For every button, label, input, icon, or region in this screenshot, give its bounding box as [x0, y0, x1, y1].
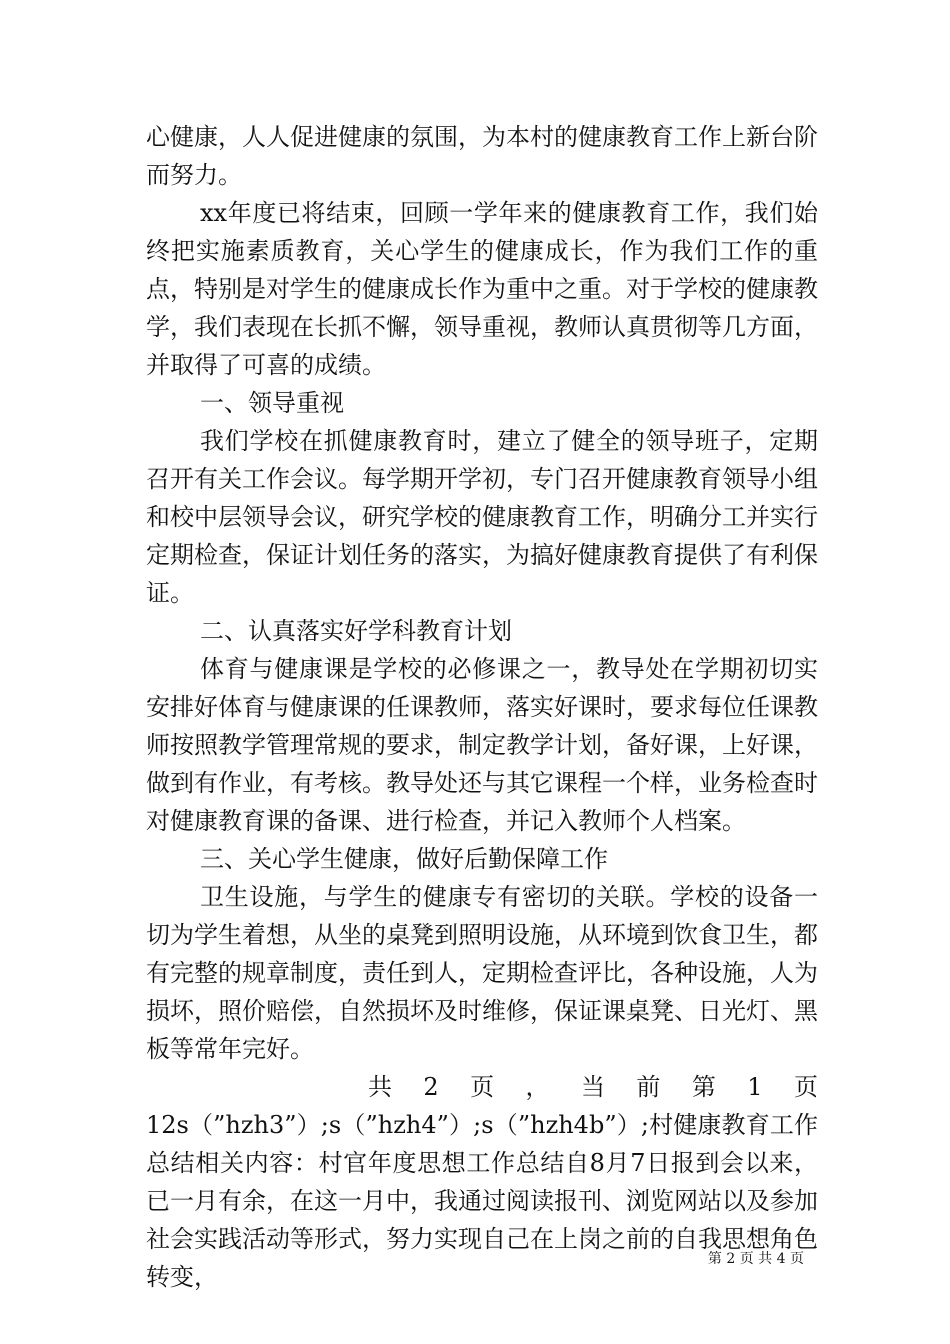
paragraph-facilities: 卫生设施，与学生的健康专有密切的关联。学校的设备一切为学生着想，从坐的桌凳到照明设施，从环境到饮食卫生，都有完整的规章制度，责任到人，定期检查评比，各种设施，人为损坏，照价赔偿，自然损坏及时维修，保证课桌凳、日光灯、黑板等常年完好。: [146, 883, 818, 1063]
pager-token: 共: [368, 1073, 392, 1101]
document-body: [146, 118, 818, 1296]
inline-page-indicator: [146, 1068, 818, 1106]
paragraph-curriculum: 体育与健康课是学校的必修课之一，教导处在学期初切实安排好体育与健康课的任课教师，落实好课时，要求每位任课教师按照教学管理常规的要求，制定教学计划，备好课，上好课，做到有作业，有考核。教导处还与其它课程一个样，业务检查时对健康教育课的备课、进行检查，并记入教师个人档案。: [146, 655, 818, 835]
pager-token: 2: [423, 1073, 439, 1101]
pager-token: 页: [470, 1073, 495, 1101]
section-heading-2: 二、认真落实好学科教育计划: [200, 617, 512, 645]
pager-token: 当: [580, 1073, 605, 1101]
page-footer: 第 2 页 共 4 页: [707, 1251, 804, 1267]
paragraph-leadership: 我们学校在抓健康教育时，建立了健全的领导班子，定期召开有关工作会议。每学期开学初，专门召开健康教育领导小组和校中层领导会议，研究学校的健康教育工作，明确分工并实行定期检查，保证计划任务的落实，为搞好健康教育提供了有利保证。: [146, 427, 818, 607]
paragraph-related-content: 12s（”hzh3”）;s（”hzh4”）;s（”hzh4b”）;村健康教育工作总结相关内容：村官年度思想工作总结自8月7日报到会以来，已一月有余，在这一月中，我通过阅读报刊、浏览网站以及参加社会实践活动等形式，努力实现自己在上岗之前的自我思想角色转变，: [146, 1111, 818, 1291]
section-heading-3: 三、关心学生健康，做好后勤保障工作: [200, 845, 608, 873]
pager-token: 1: [747, 1073, 763, 1101]
section-heading-1: 一、领导重视: [200, 389, 344, 417]
pager-token: 第: [691, 1073, 716, 1101]
paragraph-summary: xx年度已将结束，回顾一学年来的健康教育工作，我们始终把实施素质教育，关心学生的健康成长，作为我们工作的重点，特别是对学生的健康成长作为重中之重。对于学校的健康教学，我们表现在长抓不懈，领导重视，教师认真贯彻等几方面，并取得了可喜的成绩。: [146, 199, 818, 379]
pager-token: 前: [636, 1073, 661, 1101]
paragraph-continuation: 心健康，人人促进健康的氛围，为本村的健康教育工作上新台阶而努力。: [146, 123, 818, 189]
pager-token: 页: [793, 1073, 818, 1101]
pager-token: ，: [525, 1073, 550, 1101]
